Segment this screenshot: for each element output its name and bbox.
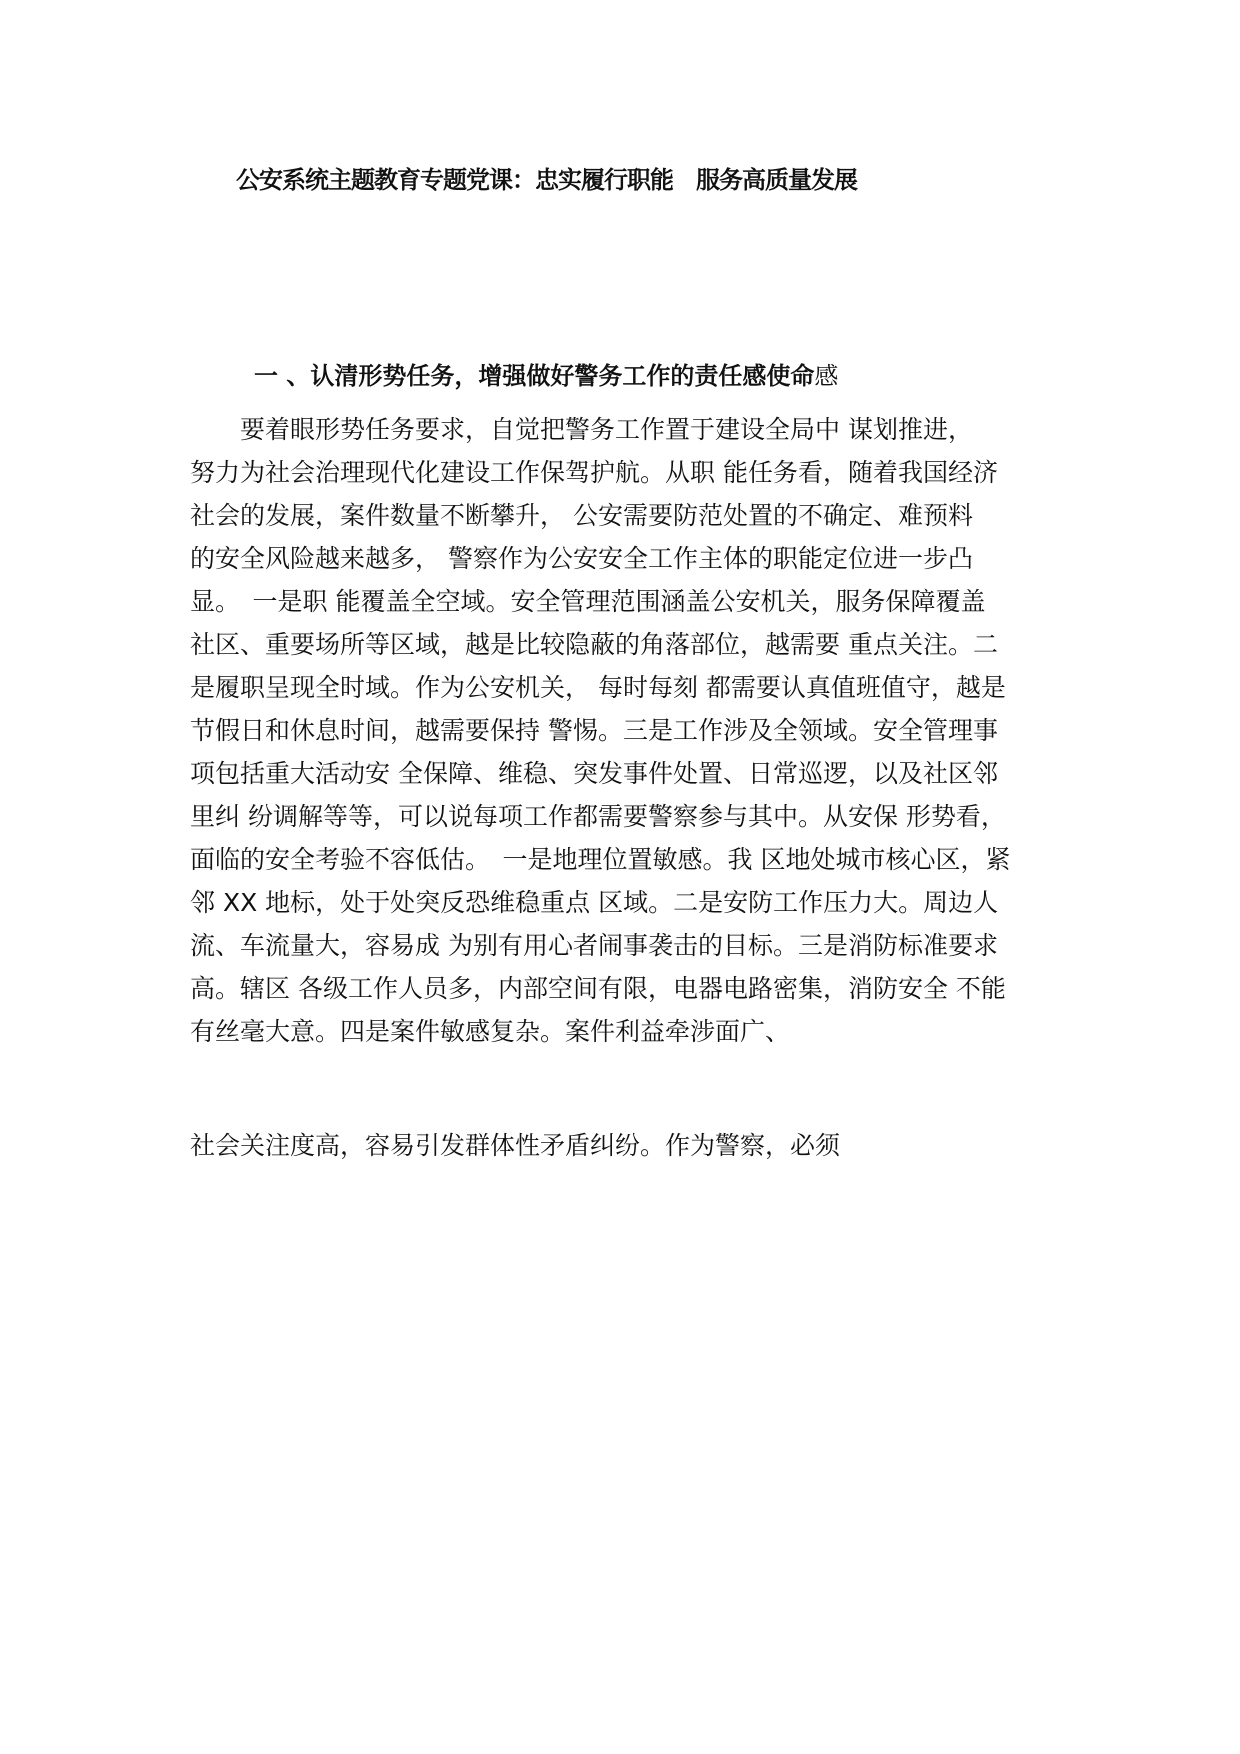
section-heading-text: 一 、认清形势任务，增强做好警务工作的责任感使命 (254, 362, 815, 390)
paragraph-line: 有丝毫大意。四是案件敏感复杂。案件利益牵涉面广、 (190, 1017, 791, 1046)
paragraph-line: 项包括重大活动安 全保障、维稳、突发事件处置、日常巡逻，以及社区邻 (190, 759, 998, 788)
section-heading (254, 356, 838, 391)
paragraph-line: 里纠 纷调解等等，可以说每项工作都需要警察参与其中。从安保 形势看， (190, 802, 1006, 831)
paragraph-line: 要着眼形势任务要求，自觉把警务工作置于建设全局中 谋划推进， (190, 415, 973, 444)
paragraph-line: 社会的发展，案件数量不断攀升， 公安需要防范处置的不确定、难预料 (190, 501, 973, 530)
paragraph-line: 努力为社会治理现代化建设工作保驾护航。从职 能任务看，随着我国经济 (190, 458, 998, 487)
paragraph-line: 社区、重要场所等区域，越是比较隐蔽的角落部位，越需要 重点关注。二 (190, 630, 998, 659)
paragraph-line: 节假日和休息时间，越需要保持 警惕。三是工作涉及全领域。安全管理事 (190, 716, 998, 745)
paragraph-line: 流、车流量大，容易成 为别有用心者闹事袭击的目标。三是消防标准要求 (190, 931, 998, 960)
document-title: 公安系统主题教育专题党课：忠实履行职能 服务高质量发展 (236, 166, 857, 194)
paragraph-line: 高。辖区 各级工作人员多，内部空间有限，电器电路密集，消防安全 不能 (190, 974, 1006, 1003)
section-heading-tail: 感 (814, 362, 839, 390)
trailing-paragraph (190, 1124, 1070, 1167)
paragraph-line: 邻 XX 地标，处于处突反恐维稳重点 区域。二是安防工作压力大。周边人 (190, 888, 999, 917)
paragraph-line: 是履职呈现全时域。作为公安机关， 每时每刻 都需要认真值班值守，越是 (190, 673, 1006, 702)
body-paragraph (190, 408, 1070, 1053)
paragraph-line: 的安全风险越来越多， 警察作为公安安全工作主体的职能定位进一步凸 (190, 544, 973, 573)
paragraph-line: 社会关注度高，容易引发群体性矛盾纠纷。作为警察，必须 (190, 1131, 841, 1160)
paragraph-line: 显。 一是职 能覆盖全空域。安全管理范围涵盖公安机关，服务保障覆盖 (190, 587, 986, 616)
paragraph-line: 面临的安全考验不容低估。 一是地理位置敏感。我 区地处城市核心区，紧 (190, 845, 1011, 874)
